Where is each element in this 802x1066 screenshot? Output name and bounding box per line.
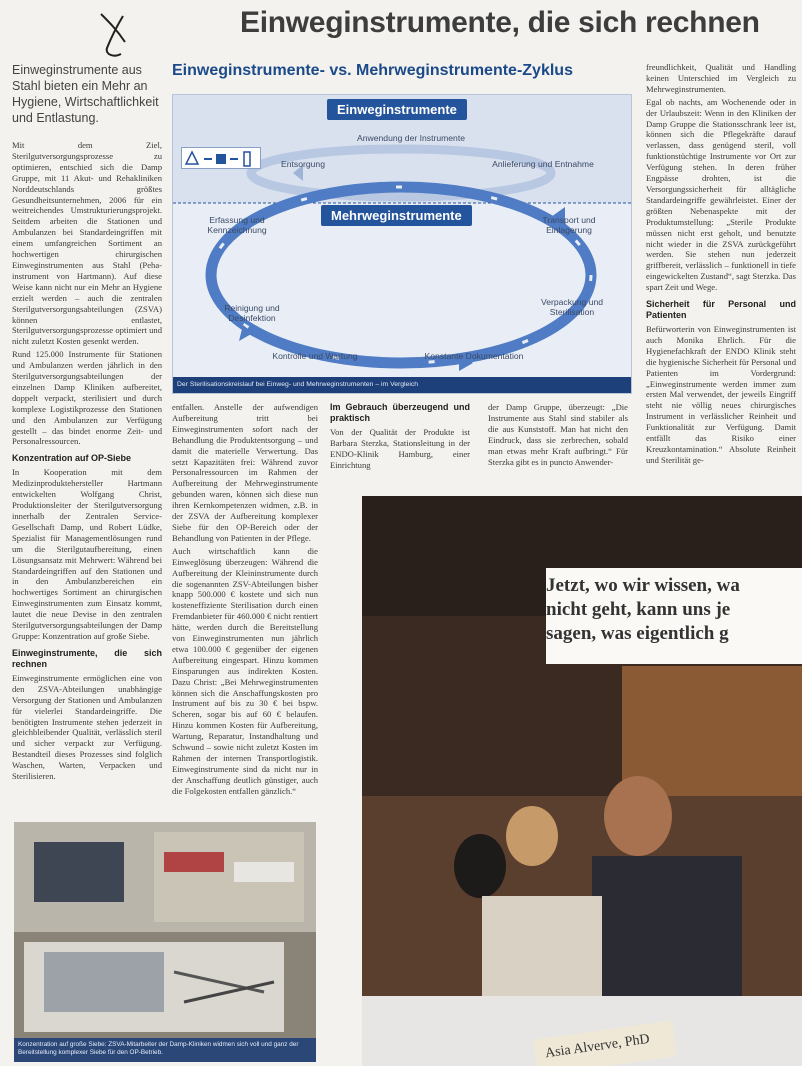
- subheading: Einweginstrumente, die sich rechnen: [12, 647, 162, 669]
- label-control: Kontrolle und Wartung: [272, 351, 358, 361]
- subheading: Im Gebrauch überzeugend und praktisch: [330, 402, 470, 423]
- subheading: Konzentration auf OP-Siebe: [12, 453, 132, 464]
- instrument-tray-photo: [14, 822, 316, 1062]
- quote-line: sagen, was eigentlich g: [546, 623, 729, 644]
- label-documentation: Konstante Dokumentation: [424, 351, 524, 361]
- column-1: [12, 140, 162, 810]
- quote-line: nicht geht, kann uns je: [546, 599, 731, 620]
- column-4: [488, 402, 628, 492]
- disposal-icons: [181, 147, 261, 169]
- label-capture: Erfassung und Kennzeichnung: [207, 215, 267, 235]
- paragraph: Rund 125.000 Instrumente für Stationen und Ambulanzen werden jährlich in den Sterilgutversorgungsabteilungen der einzelnen Damp Kliniken aufbereitet, doppelt verpackt, sterilisiert und durch komplexe Logistikprozesse den Stationen und den Ambulanzen zur Verfügung gestellt – das bindet enorme Zeit- und Personalressourcen.: [12, 349, 162, 447]
- speaker-nameplate: Asia Alverve, PhD: [533, 1020, 677, 1066]
- paragraph: In Kooperation mit dem Medizinproduktehersteller Hartmann entwickelten Wolfgang Christ, Produktionsleiter der Sterilgutversorgung innerhalb der Zentralen Service-Gesellschaft Damp, und Robert Lüdke, Spezialist für Managementlösungen rund um die Sterilgutaufbereitung, einen Lösungsansatz mit Mehrwert: Während bei Standardeingriffen auf den Stationen und in den Ambulanzbereichen ein hochwertiges Sortiment an chirurgischen Einweginstrumenten zum Einsatz kommt, lautet die neue Devise in den zentralen Sterilgutversorgungsabteilungen der Damp Gruppe: Konzentration auf große Siebe.: [12, 467, 162, 641]
- paragraph: Von der Qualität der Produkte ist Barbara Sterzka, Stationsleitung in der ENDO-Klinik Hamburg, einer Einrichtung: [330, 427, 470, 470]
- label-cleaning: Reinigung und Desinfektion: [224, 303, 280, 323]
- diagram-caption: Der Sterilisationskreislauf bei Einweg- und Mehrweginstrumenten – im Vergleich: [173, 377, 631, 393]
- photo-caption: Konzentration auf große Siebe: ZSVA-Mitarbeiter der Damp-Kliniken widmen sich voll und ganz der Bereitstellung komplexer Siebe für den OP-Betrieb.: [14, 1038, 316, 1062]
- recycling-icon: [182, 148, 262, 170]
- handwritten-mark-icon: [95, 8, 135, 60]
- paragraph: Egal ob nachts, am Wochenende oder in der Urlaubszeit: Wenn in den Kliniken der Damp Gruppe die Stationsschrank leer ist, können sich die Pflegekräfte darauf verlassen, dass genügend steril, voll funktionstüchtige Instrumente vor Ort zur Verfügung stehen. In deren früher Engpässe drohten, ist die Versorgungssicherheit für alltägliche Standardeingriffe gewährleistet. Einer der größten Nebenaspekte mit der Produktumstellung: „Sterile Produkte müssen nicht erst geholt, und benutzte nicht wieder in die ZSVA zurückgeführt werden. Sie stehen nun jederzeit griffbereit, verlässlich – funktionell in tiefe eingewickelten Zustand“, sagt Sterzka. Das spart Zeit und Wege.: [646, 96, 796, 293]
- diagram-heading: Einweginstrumente- vs. Mehrweginstrumente-Zyklus: [172, 62, 573, 79]
- label-use: Anwendung der Instrumente: [357, 133, 465, 143]
- paragraph: freundlichkeit, Qualität und Handling keinen Unterschied im Vergleich zu Mehrweginstrumenten.: [646, 62, 796, 94]
- paragraph: entfallen. Anstelle der aufwendigen Aufbereitung tritt bei Einweginstrumenten sofort nach der Behandlung die Produktentsorgung – und damit die materielle Verwertung. Das setzt Kapazitäten frei: Während zuvor Personalressourcen im Rahmen der Aufbereitung der Mehrweginstrumente gebunden waren, können sich diese nun ihren Kernkompetenzen widmen, z.B. in der ZSVA der Aufbereitung komplexer Siebe für den OP-Bereich oder der Behandlung von Patienten in der Pflege.: [172, 402, 318, 543]
- label-packing: Verpackung und Sterilisation: [540, 297, 604, 317]
- column-2: [172, 402, 318, 818]
- banner-reuse: Mehrweginstrumente: [321, 205, 472, 226]
- quote-line: Jetzt, wo wir wissen, wa: [546, 575, 740, 596]
- pull-quote: [546, 568, 802, 664]
- label-transport: Transport und Einlagerung: [542, 215, 596, 235]
- banner-single-use: Einweginstrumente: [327, 99, 467, 120]
- paragraph: der Damp Gruppe, überzeugt: „Die Instrumente aus Stahl sind stabiler als die aus Kunststoff. Man hat nicht den Eindruck, dass sie zerbrechen, sobald man etwas mehr Kraft aufbringt.“ Für Sterzka gibt es in puncto Anwender-: [488, 402, 628, 467]
- lead-text: Einweginstrumente aus Stahl bieten ein Mehr an Hygiene, Wirtschaftlichkeit und Entlastung.: [12, 63, 159, 125]
- column-5: [646, 62, 796, 492]
- cycle-diagram: [172, 94, 632, 394]
- column-3: [330, 402, 470, 492]
- instrument-tray-image: [14, 822, 316, 1062]
- paragraph: Auch wirtschaftlich kann die Einweglösung überzeugen: Während die Aufbereitung der Kleininstrumente durch die sogenannten ZSV-Abteilungen bisher knapp 500.000 € kostete und sich nun kosteneffiziente Sterilisation durch einen Fremdanbieter für 460.000 € nicht rentiert hätte, werden durch die Bereitstellung von Einweginstrumenten nun jährlich etwa 100.000 € gegenüber der eigenen Aufbereitung eingespart. Hinzu kommen Einsparungen aus indirekten Kosten. Dazu Christ: „Bei Mehrweginstrumenten können sich die Anschaffungskosten pro Instrument auf bis zu 30 € bei bspw. Scheren, sogar bis auf 60 € belaufen. Hinzu kommen Kosten für Aufbereitung, Wartung, Reparatur, Instandhaltung und Schwund – sowie nicht zuletzt Kosten im Rahmen der internen Transportlogistik. Einweginstrumente sind da nicht nur in der Anschaffung deutlich günstiger, auch die Folgekosten entfallen gänzlich.“: [172, 545, 318, 796]
- paragraph: Mit dem Ziel, Sterilgutversorgungsprozesse zu optimieren, entschied sich die Damp Gruppe, mit 11 Akut- und Rehakliniken Norddeutschlands größtes Gesundheitsunternehmen, 2006 für ein weitreichendes Umstrukturierungsprojekt. Seitdem arbeiten die Stationen und Ambulanzen bei Standardeingriffen mit einem umfangreichen Sortiment an hochwertigen chirurgischen Einweginstrumenten aus Stahl (Peha-instrument von Hartmann). Auf diese Weise kann nicht nur ein Mehr an Hygiene erzielt werden – auch die zentralen Sterilgutversorgungsabteilungen (ZSVA) können entlastet, Sterilgutversorgungsprozesse optimiert und nicht zuletzt Kosten gesenkt werden.: [12, 140, 162, 347]
- paragraph: Einweginstrumente ermöglichen eine von den ZSVA-Abteilungen unabhängige Versorgung der Stationen und Ambulanzen für vielerlei Standardeingriffe. Die benötigten Instrumente stehen jederzeit in gleichbleibender Qualität, verlässlich steril und sicher verpackt zur Verfügung. Bestandteil dieses Prozesses sind folglich Waschen, Warten, Verpacken und Sterilisieren.: [12, 672, 162, 782]
- label-disposal: Entsorgung: [281, 159, 325, 169]
- page-title: Einweginstrumente, die sich rechnen: [240, 6, 760, 39]
- paragraph: Befürworterin von Einweginstrumenten ist auch Monika Ehrlich. Für die Hygienefachkraft der ENDO Klinik steht die hygienische Sicherheit für Personal und Patienten im Vordergrund: „Einweginstrumente werden immer zum ersten Mal verwendet, der jeweils Eingriff steht nie völlig neues chirurgisches Instrument in verlässlicher Reinheit und Funktionalität zur Verfügung. Damit entfällt das Risiko einer Kreuzkontamination.“ Absolute Reinheit und Sterilität ge-: [646, 324, 796, 465]
- subheading: Sicherheit für Personal und Patienten: [646, 299, 796, 321]
- label-delivery: Anlieferung und Entnahme: [492, 159, 594, 169]
